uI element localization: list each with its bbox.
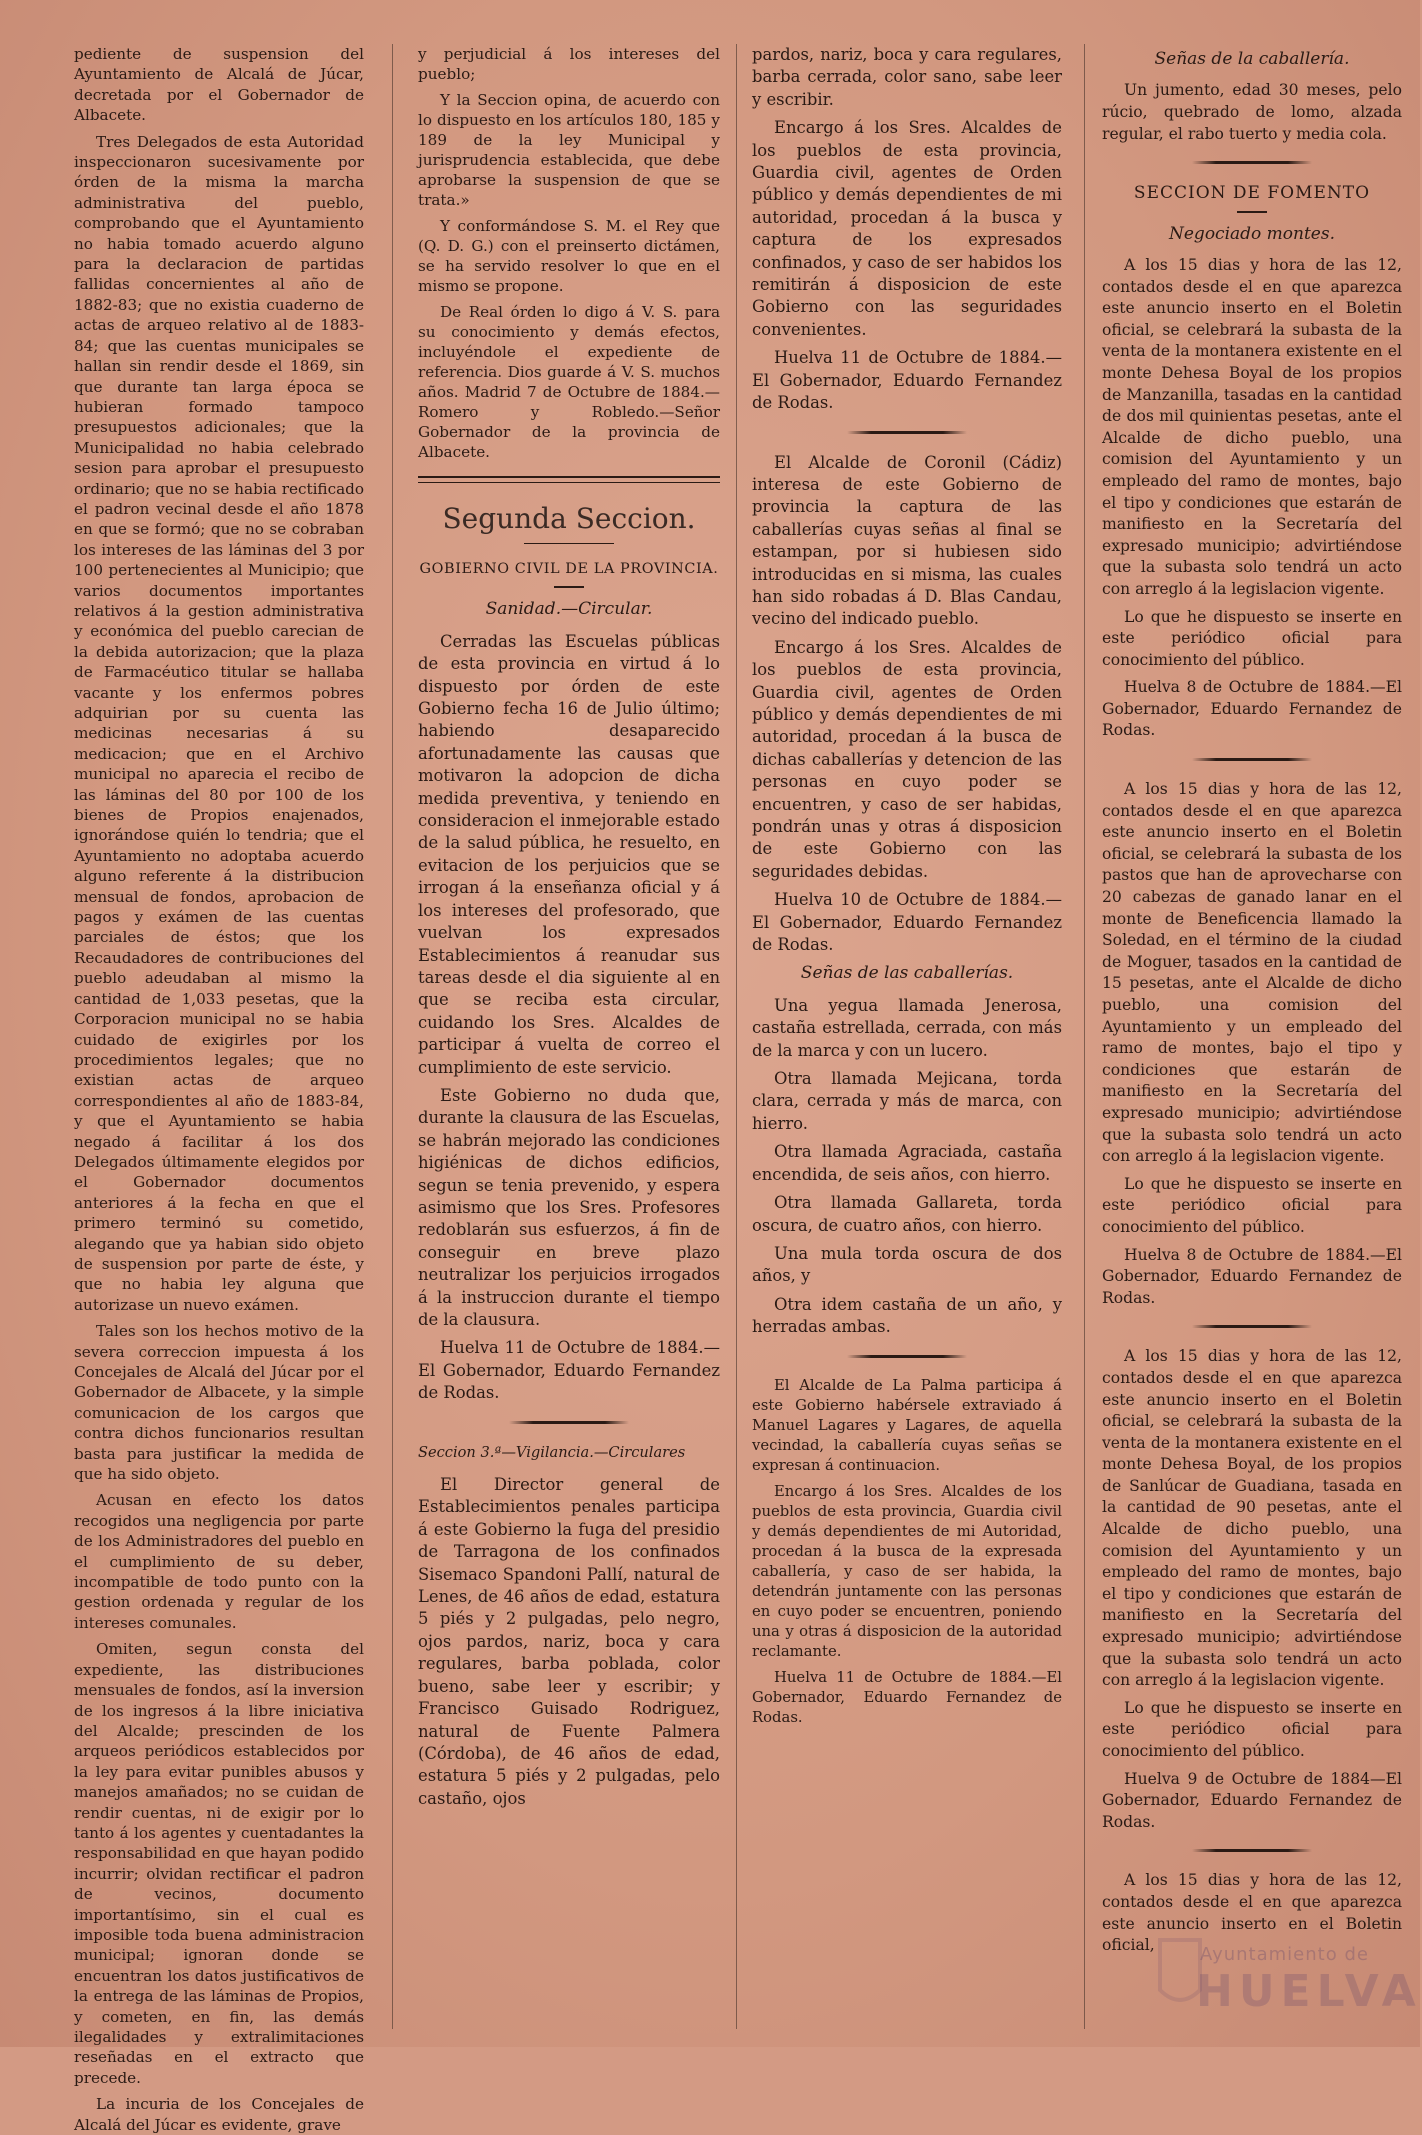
subsection-title: Seccion 3.ª—Vigilancia.—Circulares: [418, 1443, 686, 1461]
paragraph: Omiten, segun consta del expediente, las distribuciones mensuales de fondos, así la inversion de los ingresos á la libre iniciativa del Alcalde; prescinden de los arqueos periódicos establecidos por la ley para evitar punibles abusos y manejos amañados; no se cuidan de rendir cuentas, ni de exigir por lo tanto á los agentes y cuentadantes la responsabilidad en que hayan podido incurrir; olvidan rectificar el padron de vecinos, documento importantísimo, sin el cual es imposible toda buena administracion municipal; ignoran donde se encuentran los datos justificativos de la entrega de las láminas de Propios, y cometen, en fin, las demás ilegalidades y extralimitaciones reseñadas en el extracto que precede.: [74, 1640, 364, 2087]
column-1: [74, 44, 364, 2134]
paragraph: La incuria de los Concejales de Alcalá del Júcar es evidente, grave: [74, 2095, 364, 2134]
paragraph: El Alcalde de La Palma participa á este Gobierno habérsele extraviado á Manuel Lagares y Lagares, de aquella vecindad, la caballería cuyas señas se expresan á continuacion.: [752, 1376, 1062, 1474]
paragraph: Y la Seccion opina, de acuerdo con lo dispuesto en los artículos 180, 185 y 189 de la ley Municipal y jurisprudencia establecida, que debe aprobarse la suspension de que se trata.»: [418, 91, 720, 209]
column-4: [1102, 44, 1402, 2034]
section-divider: [418, 476, 720, 483]
signature: Huelva 10 de Octubre de 1884.—El Gobernador, Eduardo Fernandez de Rodas.: [752, 890, 1062, 955]
list-item: Otra llamada Gallareta, torda oscura, de cuatro años, con hierro.: [752, 1193, 1062, 1235]
paragraph: Lo que he dispuesto se inserte en este periódico oficial para conocimiento del público.: [1102, 1698, 1402, 1760]
section-subtitle: GOBIERNO CIVIL DE LA PROVINCIA.: [419, 561, 719, 577]
paragraph: A los 15 dias y hora de las 12, contados desde el en que aparezca este anuncio inserto en el Boletin oficial, se celebrará la subasta de la venta de la montanera existente en el monte Dehesa Boyal de los propios de Manzanilla, tasadas en la cantidad de dos mil quinientas pesetas, ante el Alcalde de dicho pueblo, una comision del Ayuntamiento y un empleado del ramo de montes, bajo el tipo y condiciones que estarán de manifiesto en la Secretaría del expresado municipio; advirtiéndose que la subasta solo tendrá un acto con arreglo á la legislacion vigente.: [1102, 256, 1402, 598]
paragraph: Lo que he dispuesto se inserte en este periódico oficial para conocimiento del público.: [1102, 607, 1402, 669]
list-item: Otra llamada Agraciada, castaña encendida, de seis años, con hierro.: [752, 1142, 1062, 1184]
column-rule: [392, 44, 393, 2029]
paragraph: Encargo á los Sres. Alcaldes de los pueblos de esta provincia, Guardia civil y demás dependientes de mi Autoridad, procedan á la busca de la expresada caballería, y caso de ser habida, la detendrán juntamente con las personas en cuyo poder se encuentren, poniendo una y otras á disposicion de la autoridad reclamante.: [752, 1482, 1062, 1660]
signature: Huelva 11 de Octubre de 1884.—El Gobernador, Eduardo Fernandez de Rodas.: [752, 348, 1062, 413]
divider: [524, 543, 614, 544]
paragraph: Un jumento, edad 30 meses, pelo rúcio, quebrado de lomo, alzada regular, el rabo tuerto y media cola.: [1102, 81, 1402, 143]
section-title: Segunda Seccion.: [442, 502, 696, 535]
paragraph: Encargo á los Sres. Alcaldes de los pueblos de esta provincia, Guardia civil, agentes de Orden público y demás dependientes de mi autoridad, procedan á la busca de dichas caballerías y detencion de las personas en cuyo poder se encuentren, y caso de ser habidas, pondrán unas y otras á disposicion de este Gobierno con las seguridades debidas.: [752, 637, 1062, 881]
signature: Huelva 9 de Octubre de 1884—El Gobernador, Eduardo Fernandez de Rodas.: [1102, 1769, 1402, 1831]
divider: [1192, 1849, 1312, 1852]
column-2: [418, 44, 720, 2034]
column-3: [752, 44, 1062, 2034]
divider: [554, 586, 584, 588]
column-rule: [1084, 44, 1085, 2029]
divider: [847, 431, 967, 434]
paragraph: Cerradas las Escuelas públicas de esta provincia en virtud á lo dispuesto por órden de este Gobierno fecha 16 de Julio último; habiendo desaparecido afortunadamente las causas que motivaron la adopcion de dicha medida preventiva, y teniendo en consideracion el inmejorable estado de la salud pública, he resuelto, en evitacion de los perjuicios que se irrogan á la enseñanza oficial y á los intereses del profesorado, que vuelvan los expresados Establecimientos á reanudar sus tareas desde el dia siguiente al en que se reciba esta circular, cuidando los Sres. Alcaldes de participar á vuelta de correo el cumplimiento de este servicio.: [418, 631, 720, 1077]
subsection-title: Negociado montes.: [1169, 223, 1335, 244]
paragraph: Acusan en efecto los datos recogidos una negligencia por parte de los Administradores del pueblo en el cumplimiento de su deber, incompatible de todo punto con la gestion ordenada y regular de los intereses comunales.: [74, 1491, 364, 1632]
paragraph: pardos, nariz, boca y cara regulares, barba cerrada, color sano, sabe leer y escribir.: [752, 45, 1062, 109]
paragraph: Tales son los hechos motivo de la severa correccion impuesta á los Concejales de Alcalá del Júcar por el Gobernador de Albacete, y la simple comunicacion de los cargos que contra dichos funcionarios resultan basta para justificar la medida de que ha sido objeto.: [74, 1322, 364, 1484]
paragraph: De Real órden lo digo á V. S. para su conocimiento y demás efectos, incluyéndole el expediente de referencia. Dios guarde á V. S. muchos años. Madrid 7 de Octubre de 1884.—Romero y Robledo.—Señor Gobernador de la provincia de Albacete.: [418, 303, 720, 461]
subsection-title: Sanidad.—Circular.: [485, 599, 653, 620]
divider: [509, 1421, 629, 1424]
subsection-title: Señas de la caballería.: [1154, 49, 1350, 69]
paragraph: y perjudicial á los intereses del pueblo;: [418, 45, 720, 83]
watermark-line2: HUELVA: [1196, 1966, 1422, 2017]
paragraph: Lo que he dispuesto se inserte en este periódico oficial para conocimiento del público.: [1102, 1174, 1402, 1236]
list-item: Otra idem castaña de un año, y herradas ambas.: [752, 1294, 1062, 1337]
paragraph: Tres Delegados de esta Autoridad inspeccionaron sucesivamente por órden de la misma la marcha administrativa del pueblo, comprobando que el Ayuntamiento no habia tomado acuerdo alguno para la declaracion de partidas fallidas concernientes al año de 1882-83; que no existia cuaderno de actas de arqueo relativo al de 1883-84; que las cuentas municipales se hallan sin rendir desde el 1869, sin que durante tan larga época se hubieran formado tampoco presupuestos adicionales; que la Municipalidad no habia celebrado sesion para aprobar el presupuesto ordinario; que no se habia rectificado el padron vecinal desde el año 1878 en que se formó; que no se cobraban los intereses de las láminas del 3 por 100 pertenecientes al Municipio; que varios documentos importantes relativos á la gestion administrativa y económica del pueblo carecian de la debida autorizacion; que la plaza de Farmacéutico titular se hallaba vacante y los enfermos pobres adquirian por su cuenta las medicinas necesarias á su medicacion; que en el Archivo municipal no aparecia el recibo de las láminas del 80 por 100 de los bienes de Propios enajenados, ignorándose quién lo tendria; que el Ayuntamiento no adoptaba acuerdo alguno referente á la distribucion mensual de fondos, aprobacion de pagos y exámen de las cuentas parciales de éstos; que los Recaudadores de contribuciones del pueblo adeudaban al mismo la cantidad de 1,033 pesetas, que la Corporacion municipal no se habia cuidado de exigirles por los procedimientos legales; que no existian actas de arqueo correspondientes al año de 1883-84, y que el Ayuntamiento se habia negado á facilitar á los dos Delegados últimamente elegidos por el Gobernador documentos anteriores á la fecha en que el primero terminó su cometido, alegando que ya habian sido objeto de suspension por parte de éste, y que no habia ley alguna que autorizase un nuevo exámen.: [74, 132, 364, 1314]
paragraph: A los 15 dias y hora de las 12, contados desde el en que aparezca este anuncio inserto en el Boletin oficial,: [1102, 1871, 1402, 1955]
section-title: SECCION DE FOMENTO: [1133, 183, 1371, 204]
paragraph: pediente de suspension del Ayuntamiento de Alcalá de Júcar, decretada por el Gobernador de Albacete.: [74, 45, 364, 125]
list-item: Una yegua llamada Jenerosa, castaña estrellada, cerrada, con más de la marca y con un lucero.: [752, 995, 1062, 1060]
divider: [1192, 1325, 1312, 1328]
paragraph: El Alcalde de Coronil (Cádiz) interesa de este Gobierno de provincia la captura de las caballerías cuyas señas al final se estampan, por si hubiesen sido introducidas en si misma, las cuales han sido robadas á D. Blas Candau, vecino del indicado pueblo.: [752, 452, 1062, 629]
signature: Huelva 8 de Octubre de 1884.—El Gobernador, Eduardo Fernandez de Rodas.: [1102, 678, 1402, 740]
signature: Huelva 8 de Octubre de 1884.—El Gobernador, Eduardo Fernandez de Rodas.: [1102, 1245, 1402, 1307]
paragraph: Encargo á los Sres. Alcaldes de los pueblos de esta provincia, Guardia civil, agentes de Orden público y demás dependientes de mi autoridad, procedan á la busca y captura de los expresados confinados, y caso de ser habidos los remitirán á disposicion de este Gobierno con las seguridades convenientes.: [752, 118, 1062, 339]
paragraph: A los 15 dias y hora de las 12, contados desde el en que aparezca este anuncio inserto en el Boletin oficial, se celebrará la subasta de los pastos que han de aprovecharse con 20 cabezas de ganado lanar en el monte de Beneficencia llamado la Soledad, en el término de la ciudad de Moguer, tasados en la cantidad de 15 pesetas, ante el Alcalde de dicho pueblo, una comision del Ayuntamiento y un empleado del ramo de montes, bajo el tipo y condiciones que estarán de manifiesto en la Secretaría del expresado municipio; advirtiéndose que la subasta solo tendrá un acto con arreglo á la legislacion vigente.: [1102, 780, 1402, 1166]
paragraph: Este Gobierno no duda que, durante la clausura de las Escuelas, se habrán mejorado las condiciones higiénicas de dichos edificios, segun se tenia prevenido, y espera asimismo que los Sres. Profesores redoblarán sus esfuerzos, á fin de conseguir en breve plazo neutralizar los perjuicios irrogados á la instruccion durante el tiempo de la clausura.: [418, 1085, 720, 1329]
divider: [1192, 161, 1312, 164]
divider: [847, 1355, 967, 1358]
signature: Huelva 11 de Octubre de 1884.—El Gobernador, Eduardo Fernandez de Rodas.: [752, 1668, 1062, 1726]
column-rule: [736, 44, 737, 2029]
paragraph: Y conformándose S. M. el Rey que (Q. D. G.) con el preinserto dictámen, se ha servido resolver lo que en el mismo se propone.: [418, 217, 720, 295]
divider: [1192, 758, 1312, 761]
watermark-line1: Ayuntamiento de: [1200, 1944, 1369, 1965]
signature: Huelva 11 de Octubre de 1884.—El Gobernador, Eduardo Fernandez de Rodas.: [418, 1338, 720, 1403]
paragraph: El Director general de Establecimientos penales participa á este Gobierno la fuga del presidio de Tarragona de los confinados Sisemaco Spandoni Pallí, natural de Lenes, de 46 años de edad, estatura 5 piés y 2 pulgadas, pelo negro, ojos pardos, nariz, boca y cara regulares, barba poblada, color bueno, sabe leer y escribir; y Francisco Guisado Rodriguez, natural de Fuente Palmera (Córdoba), de 46 años de edad, estatura 5 piés y 2 pulgadas, pelo castaño, ojos: [418, 1475, 720, 1808]
list-item: Otra llamada Mejicana, torda clara, cerrada y más de marca, con hierro.: [752, 1069, 1062, 1133]
list-item: Una mula torda oscura de dos años, y: [752, 1243, 1062, 1286]
paragraph: A los 15 dias y hora de las 12, contados desde el en que aparezca este anuncio inserto en el Boletin oficial, se celebrará la subasta de la venta de la montanera existente en el monte Dehesa Boyal, de los propios de Sanlúcar de Guadiana, tasada en la cantidad de 90 pesetas, ante el Alcalde de dicho pueblo, una comision del Ayuntamiento y un empleado del ramo de montes, bajo el tipo y condiciones que estarán de manifiesto en la Secretaría del expresado municipio; advirtiéndose que la subasta solo tendrá un acto con arreglo á la legislacion vigente.: [1102, 1347, 1402, 1690]
divider: [1237, 211, 1267, 213]
subsection-title: Señas de las caballerías.: [800, 963, 1014, 984]
